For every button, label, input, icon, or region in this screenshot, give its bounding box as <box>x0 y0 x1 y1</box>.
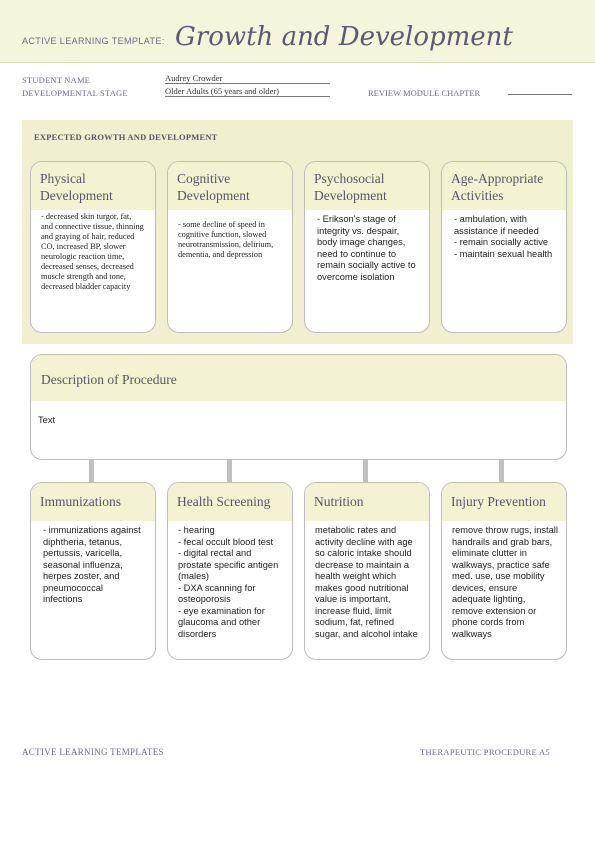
box-text[interactable]: - ambulation, with assistance if needed - remain socially active - maintain sexual health <box>454 214 553 259</box>
footer-right: THERAPEUTIC PROCEDURE A5 <box>420 747 550 757</box>
box-text[interactable]: - Erikson's stage of integrity vs. despair, body image changes, need to continue to remain socially active to overcome isolation <box>317 214 416 282</box>
review-module-label: REVIEW MODULE CHAPTER <box>368 88 481 98</box>
connector-line <box>227 460 232 482</box>
box-text[interactable]: - decreased skin turgor, fat, and connective tissue, thinning and graying of hair, reduced CO, increased BP, slower neurologic reaction time, decreased senses, decreased muscle strength and tone, decreased bladder capacity <box>41 212 144 291</box>
connector-line <box>363 460 368 482</box>
box-title: Health Screening <box>168 483 292 521</box>
box-title: Nutrition <box>305 483 429 521</box>
review-module-field[interactable] <box>508 94 572 95</box>
physical-development-box <box>30 161 156 333</box>
box-title: Immunizations <box>31 483 155 521</box>
connector-line <box>89 460 94 482</box>
connector-line <box>499 460 504 482</box>
procedure-title: Description of Procedure <box>31 355 566 401</box>
student-name-field[interactable]: Audrey Crowder <box>165 73 330 84</box>
health-screening-box <box>167 482 293 660</box>
section-title: EXPECTED GROWTH AND DEVELOPMENT <box>34 132 218 142</box>
student-name-label: STUDENT NAME <box>22 75 91 85</box>
box-title: Injury Prevention <box>442 483 566 521</box>
box-text[interactable]: - hearing - fecal occult blood test - digital rectal and prostate specific antigen (males) - DXA scanning for osteoporosis - eye examination for glaucoma and other disorders <box>178 525 279 639</box>
immunizations-box <box>30 482 156 660</box>
nutrition-box <box>304 482 430 660</box>
age-appropriate-activities-box <box>441 161 567 333</box>
box-text[interactable]: metabolic rates and activity decline with age so caloric intake should decrease to maintain a health weight which makes good nutritional value is important, increase fluid, limit sodium, fat, refined sugar, and alcohol intake <box>315 525 418 639</box>
procedure-text[interactable]: Text <box>38 415 56 425</box>
template-label: ACTIVE LEARNING TEMPLATE: <box>22 36 165 46</box>
box-text[interactable]: - immunizations against diphtheria, tetanus, pertussis, varicella, seasonal influenza, herpes zoster, and pneumococcal infections <box>43 525 141 604</box>
developmental-stage-label: DEVELOPMENTAL STAGE <box>22 88 128 98</box>
box-text[interactable]: remove throw rugs, install handrails and grab bars, eliminate clutter in walkways, practice safe med. use, use mobility devices, ensure adequate lighting, remove extension or phone cords from walkways <box>452 525 558 639</box>
psychosocial-development-box <box>304 161 430 333</box>
box-title: Physical Development <box>31 162 155 210</box>
page-title: Growth and Development <box>175 22 513 52</box>
injury-prevention-box <box>441 482 567 660</box>
box-text[interactable]: - some decline of speed in cognitive function, slowed neurotransmission, delirium, dementia, and depression <box>178 220 274 259</box>
developmental-stage-field[interactable]: Older Adults (65 years and older) <box>165 86 330 97</box>
box-title: Cognitive Development <box>168 162 292 210</box>
footer-left: ACTIVE LEARNING TEMPLATES <box>22 747 164 757</box>
description-of-procedure-box <box>30 354 567 460</box>
box-title: Age-Appropriate Activities <box>442 162 566 210</box>
cognitive-development-box <box>167 161 293 333</box>
box-title: Psychosocial Development <box>305 162 429 210</box>
